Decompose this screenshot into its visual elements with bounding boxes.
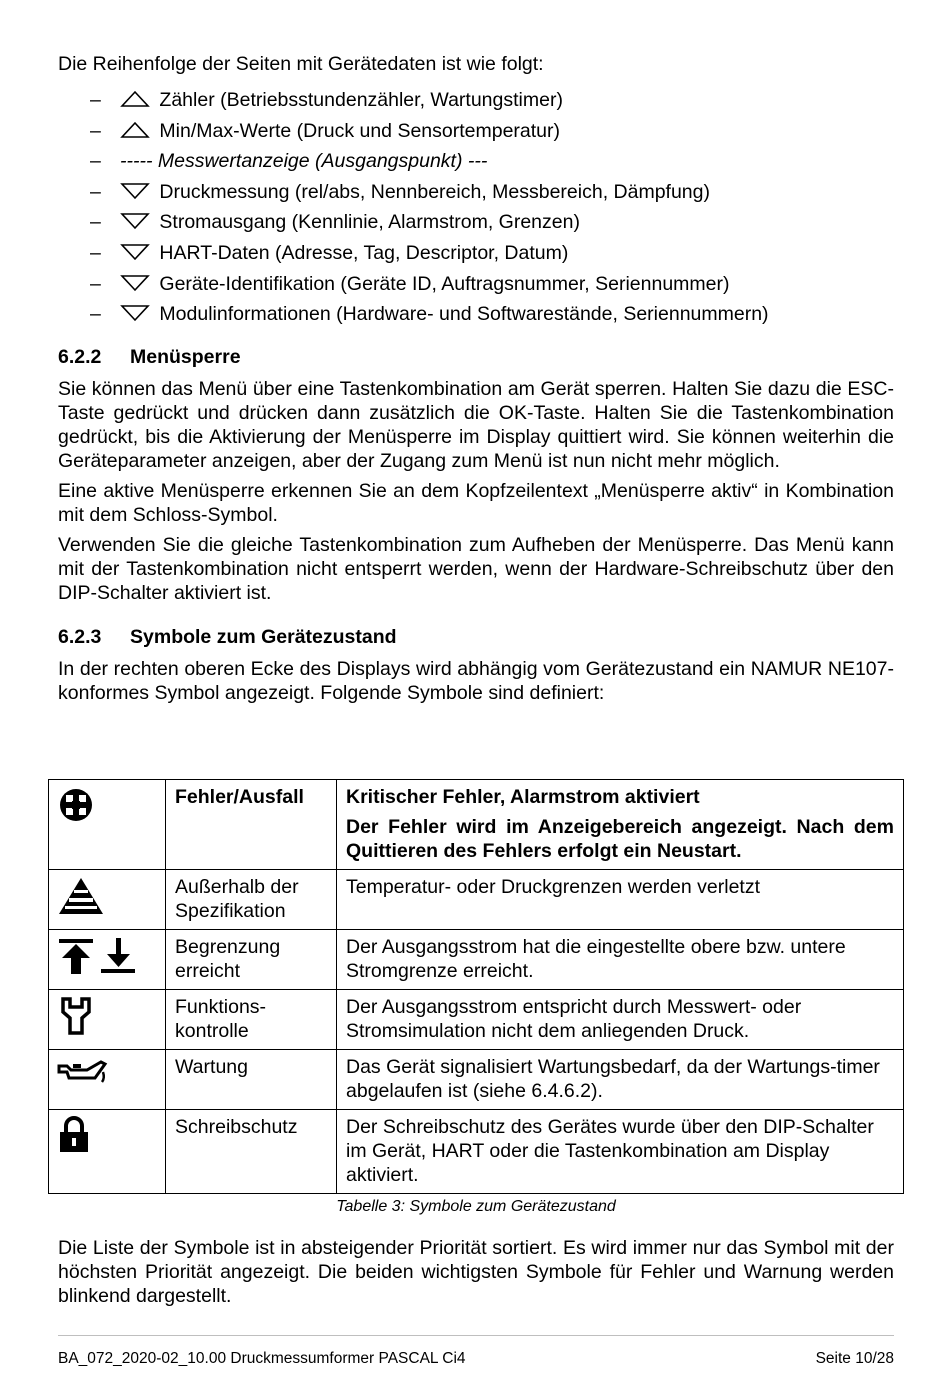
footer-document-id: BA_072_2020-02_10.00 Druckmessumformer PASCAL Ci4 xyxy=(58,1350,466,1367)
function-check-icon xyxy=(57,996,95,1036)
list-item xyxy=(58,88,894,119)
failure-icon xyxy=(57,786,95,824)
list-item-text: Modulinformationen (Hardware- und Softwarestände, Seriennummern) xyxy=(159,303,769,326)
description-line: Das Gerät signalisiert Wartungsbedarf, da der Wartungs-timer abgelaufen ist (siehe 6.4.6.2). xyxy=(346,1056,880,1102)
table-cell-description xyxy=(337,870,904,930)
list-item xyxy=(58,210,894,241)
table-row xyxy=(49,930,904,990)
up-triangle-icon xyxy=(120,121,150,139)
list-item xyxy=(58,241,894,272)
table-caption: Tabelle 3: Symbole zum Gerätezustand xyxy=(336,1198,616,1215)
list-dash: – xyxy=(90,303,101,326)
table-row xyxy=(49,1050,904,1110)
section-number: 6.2.3 xyxy=(58,625,102,648)
list-dash: – xyxy=(90,180,101,203)
section-title: Symbole zum Gerätezustand xyxy=(130,625,397,648)
list-item xyxy=(58,180,894,211)
table-cell-icon xyxy=(49,930,166,990)
list-dash: – xyxy=(90,89,101,111)
list-item-text: Min/Max-Werte (Druck und Sensortemperatur) xyxy=(159,119,561,142)
table-cell-name: Fehler/Ausfall xyxy=(166,780,337,870)
description-line: Der Schreibschutz des Gerätes wurde über den DIP-Schalter im Gerät, HART oder die Tastenkombination am Display aktiviert. xyxy=(346,1116,874,1186)
paragraph: Eine aktive Menüsperre erkennen Sie an dem Kopfzeilentext „Menüsperre aktiv“ in Kombination mit dem Schloss-Symbol. xyxy=(58,479,894,526)
page-order-list xyxy=(58,88,894,333)
table-cell-name: Außerhalb der Spezifikation xyxy=(166,870,337,930)
table-cell-name: Funktions-kontrolle xyxy=(166,990,337,1050)
table-row xyxy=(49,780,904,870)
description-line: Temperatur- oder Druckgrenzen werden verletzt xyxy=(346,876,761,898)
description-line: Kritischer Fehler, Alarmstrom aktiviert xyxy=(346,786,700,808)
list-item-text: ----- Messwertanzeige (Ausgangspunkt) --- xyxy=(120,150,488,173)
footer-divider xyxy=(58,1335,894,1336)
list-item-text: HART-Daten (Adresse, Tag, Descriptor, Datum) xyxy=(159,241,569,264)
up-triangle-icon xyxy=(120,90,150,108)
down-triangle-icon xyxy=(120,274,150,292)
down-triangle-icon xyxy=(120,212,150,230)
list-item-text: Druckmessung (rel/abs, Nennbereich, Messbereich, Dämpfung) xyxy=(159,180,710,203)
list-item xyxy=(58,149,894,180)
footer-page-number: Seite 10/28 xyxy=(815,1350,894,1367)
down-triangle-icon xyxy=(120,243,150,261)
table-row xyxy=(49,870,904,930)
table-row xyxy=(49,1110,904,1194)
table-cell-icon xyxy=(49,1110,166,1194)
list-item-text: Stromausgang (Kennlinie, Alarmstrom, Grenzen) xyxy=(159,211,580,234)
table-cell-description xyxy=(337,1050,904,1110)
list-dash: – xyxy=(90,241,101,264)
table-cell-icon xyxy=(49,1050,166,1110)
table-cell-icon xyxy=(49,780,166,870)
table-cell-description xyxy=(337,1110,904,1194)
description-line: Der Ausgangsstrom hat die eingestellte obere bzw. untere Stromgrenze erreicht. xyxy=(346,936,846,982)
table-cell-description xyxy=(337,780,904,870)
list-dash: – xyxy=(90,119,101,142)
list-dash: – xyxy=(90,272,101,295)
table-row xyxy=(49,990,904,1050)
intro-text: Die Reihenfolge der Seiten mit Gerätedaten ist wie folgt: xyxy=(58,53,544,75)
list-dash: – xyxy=(90,211,101,234)
paragraph: Sie können das Menü über eine Tastenkombination am Gerät sperren. Halten Sie dazu die ESC-Taste gedrückt und drücken dann zusätzlich die OK-Taste. Halten Sie die Tastenkombination gedrückt, bis die Aktivierung der Menüsperre im Display quittiert wird. Sie können weiterhin die Geräteparameter anzeigen, aber der Zugang zum Menü ist nun nicht mehr möglich. xyxy=(58,377,894,472)
table-cell-icon xyxy=(49,870,166,930)
list-item-text: Geräte-Identifikation (Geräte ID, Auftragsnummer, Seriennummer) xyxy=(159,272,730,295)
paragraph: Verwenden Sie die gleiche Tastenkombination zum Aufheben der Menüsperre. Das Menü kann mit der Tastenkombination nicht entsperrt werden, wenn der Hardware-Schreibschutz über den DIP-Schalter aktiviert ist. xyxy=(58,533,894,604)
down-triangle-icon xyxy=(120,304,150,322)
list-item-text: Zähler (Betriebsstundenzähler, Wartungstimer) xyxy=(159,89,563,111)
page-content xyxy=(58,52,894,711)
table-cell-name: Schreibschutz xyxy=(166,1110,337,1194)
list-dash: – xyxy=(90,150,101,173)
section-number: 6.2.2 xyxy=(58,345,102,368)
list-item xyxy=(58,302,894,333)
down-triangle-icon xyxy=(120,182,150,200)
lock-icon xyxy=(57,1116,91,1154)
paragraph: In der rechten oberen Ecke des Displays wird abhängig vom Gerätezustand ein NAMUR NE107-konformes Symbol angezeigt. Folgende Symbole sind definiert: xyxy=(58,657,894,704)
description-line: Der Ausgangsstrom entspricht durch Messwert- oder Stromsimulation nicht dem anliegenden Druck. xyxy=(346,996,802,1042)
table-cell-description xyxy=(337,990,904,1050)
section-title: Menüsperre xyxy=(130,345,241,368)
list-item xyxy=(58,119,894,150)
table-cell-name: Begrenzung erreicht xyxy=(166,930,337,990)
symbol-table xyxy=(48,779,904,1194)
table-cell-description xyxy=(337,930,904,990)
table-cell-name: Wartung xyxy=(166,1050,337,1110)
description-line: Der Fehler wird im Anzeigebereich angezeigt. Nach dem Quittieren des Fehlers erfolgt ein Neustart. xyxy=(346,816,894,862)
list-item xyxy=(58,272,894,303)
section-heading-symbole xyxy=(58,625,894,649)
limit-reached-icon xyxy=(57,936,137,976)
maintenance-icon xyxy=(57,1056,109,1086)
section-heading-menuesperre xyxy=(58,345,894,369)
out-of-spec-icon xyxy=(57,876,105,916)
outro-paragraph: Die Liste der Symbole ist in absteigender Priorität sortiert. Es wird immer nur das Symbol mit der höchsten Priorität angezeigt. Die beiden wichtigsten Symbole für Fehler und Warnung werden blinkend dargestellt. xyxy=(58,1237,894,1307)
table-cell-icon xyxy=(49,990,166,1050)
